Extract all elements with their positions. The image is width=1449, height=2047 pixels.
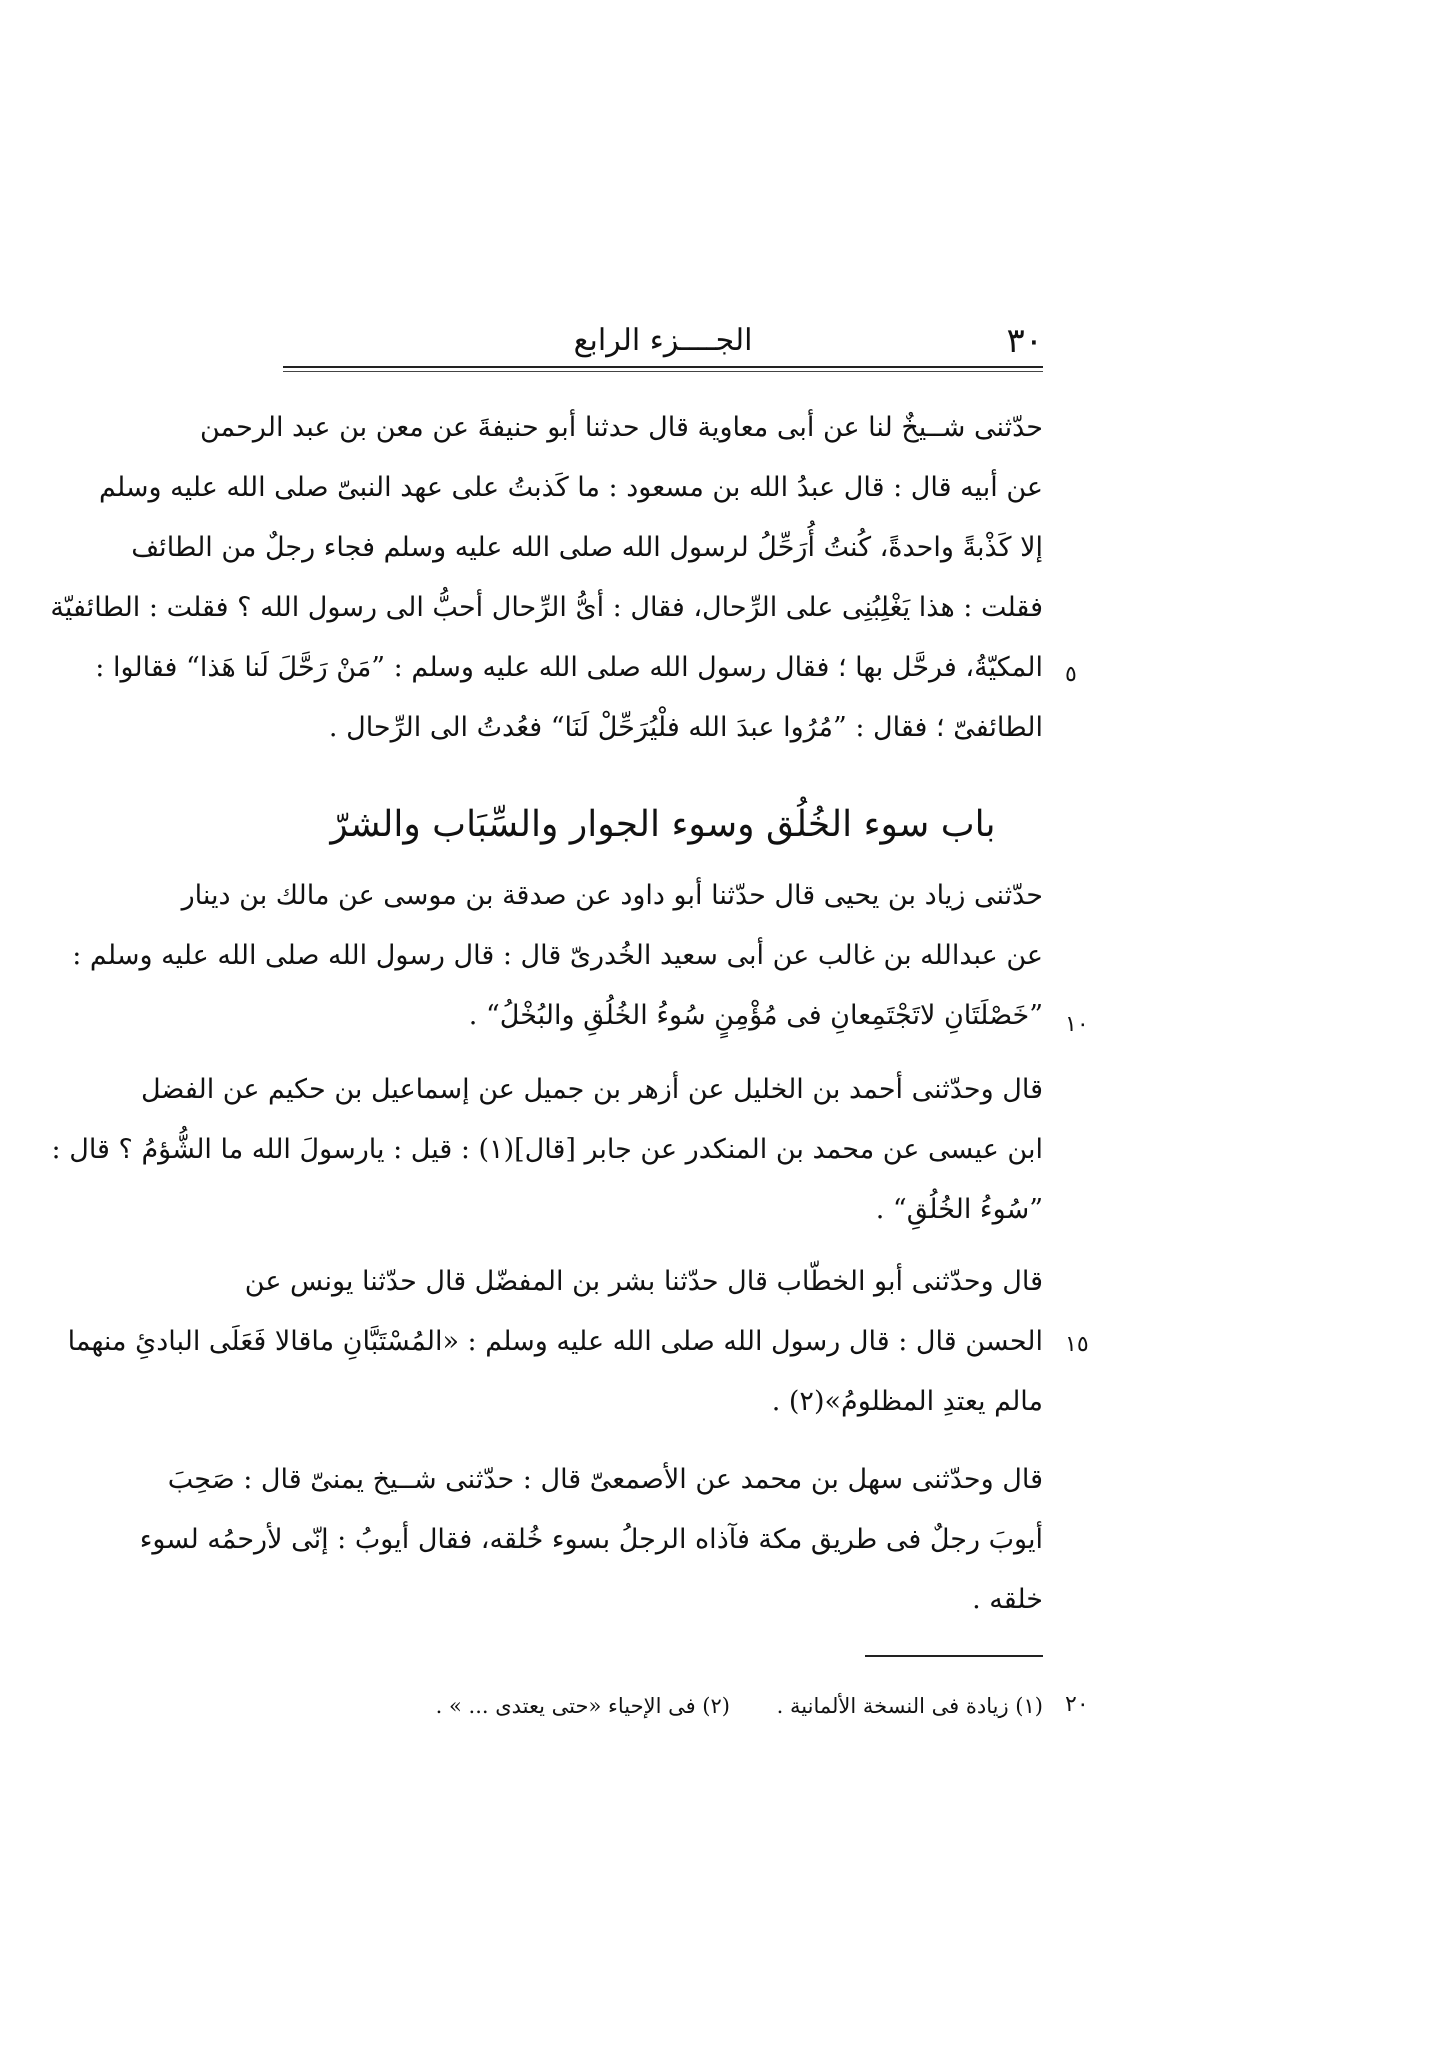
footnote-1: (١) زيادة فى النسخة الألمانية . <box>776 1694 1043 1718</box>
paragraph-2 <box>72 866 1043 1046</box>
text-line: عن عبدالله بن غالب عن أبى سعيد الخُدرىّ قال : قال رسول الله صلى الله عليه وسلم : <box>72 940 1043 971</box>
text-line: إلا كَذْبةً واحدةً، كُنتُ أُرَحِّلُ لرسول الله صلى الله عليه وسلم فجاء رجلٌ من الطائف <box>131 532 1043 563</box>
footnotes <box>283 1690 1043 1722</box>
header-rule-thin <box>283 371 1043 372</box>
line-marker: ٢٠ <box>1065 1692 1089 1717</box>
text-line: ”خَصْلَتَانِ لاتَجْتَمِعانِ فى مُؤْمِنٍ سُوءُ الخُلُقِ والبُخْلُ“ . <box>468 1000 1043 1031</box>
paragraph-3 <box>51 1060 1043 1240</box>
text-line: حدّثنى زياد بن يحيى قال حدّثنا أبو داود عن صدقة بن موسى عن مالك بن دينار <box>181 880 1043 911</box>
text-line: عن أبيه قال : قال عبدُ الله بن مسعود : ما كَذبتُ على عهد النبىّ صلى الله عليه وسلم <box>99 472 1043 503</box>
footnote-rule <box>865 1655 1043 1657</box>
paragraph-1 <box>50 398 1043 758</box>
line-marker: ١٠ <box>1065 1012 1089 1037</box>
running-title: الجــــزء الرابع <box>573 323 753 358</box>
paragraph-4 <box>67 1252 1043 1432</box>
page-header <box>283 316 1043 366</box>
text-line: الطائفىّ ؛ فقال : ”مُرُوا عبدَ الله فلْيُرَحِّلْ لَنَا“ فعُدتُ الى الرِّحال . <box>328 712 1043 743</box>
paragraph-5 <box>139 1450 1043 1630</box>
text-line: مالم يعتدِ المظلومُ»(٢) . <box>771 1386 1043 1417</box>
chapter-heading: باب سوء الخُلُق وسوء الجوار والسِّبَاب والشرّ <box>330 804 996 845</box>
text-line: المكيّةُ، فرحَّل بها ؛ فقال رسول الله صلى الله عليه وسلم : ”مَنْ رَحَّلَ لَنا هَذا“ فقالوا : <box>95 652 1043 683</box>
text-line: فقلت : هذا يَغْلِبُنِى على الرِّحال، فقال : أىُّ الرِّحال أحبُّ الى رسول الله ؟ فقلت : الطائفيّة <box>50 592 1043 623</box>
text-line: خلقه . <box>972 1584 1043 1615</box>
text-line: ابن عيسى عن محمد بن المنكدر عن جابر [قال](١) : قيل : يارسولَ الله ما الشُّؤمُ ؟ قال : <box>51 1134 1043 1165</box>
header-rule <box>283 366 1043 368</box>
page-number: ٣٠ <box>1006 321 1043 361</box>
line-marker: ٥ <box>1065 662 1077 687</box>
text-line: ”سُوءُ الخُلُقِ“ . <box>875 1194 1043 1225</box>
line-marker: ١٥ <box>1065 1332 1089 1357</box>
text-line: حدّثنى شــيخٌ لنا عن أبى معاوية قال حدثنا أبو حنيفةَ عن معن بن عبد الرحمن <box>200 412 1043 443</box>
text-line: أيوبَ رجلٌ فى طريق مكة فآذاه الرجلُ بسوء خُلقه، فقال أيوبُ : إنّى لأرحمُه لسوء <box>139 1524 1043 1555</box>
text-line: الحسن قال : قال رسول الله صلى الله عليه وسلم : «المُسْتَبَّانِ ماقالا فَعَلَى البادئِ منهما <box>67 1326 1043 1357</box>
footnote-2: (٢) فى الإحياء «حتى يعتدى ... » . <box>435 1694 730 1718</box>
text-line: قال وحدّثنى أحمد بن الخليل عن أزهر بن جميل عن إسماعيل بن حكيم عن الفضل <box>140 1074 1043 1105</box>
text-line: قال وحدّثنى سهل بن محمد عن الأصمعىّ قال : حدّثنى شــيخ يمنىّ قال : صَحِبَ <box>167 1464 1043 1495</box>
text-line: قال وحدّثنى أبو الخطّاب قال حدّثنا بشر بن المفضّل قال حدّثنا يونس عن <box>244 1266 1043 1297</box>
